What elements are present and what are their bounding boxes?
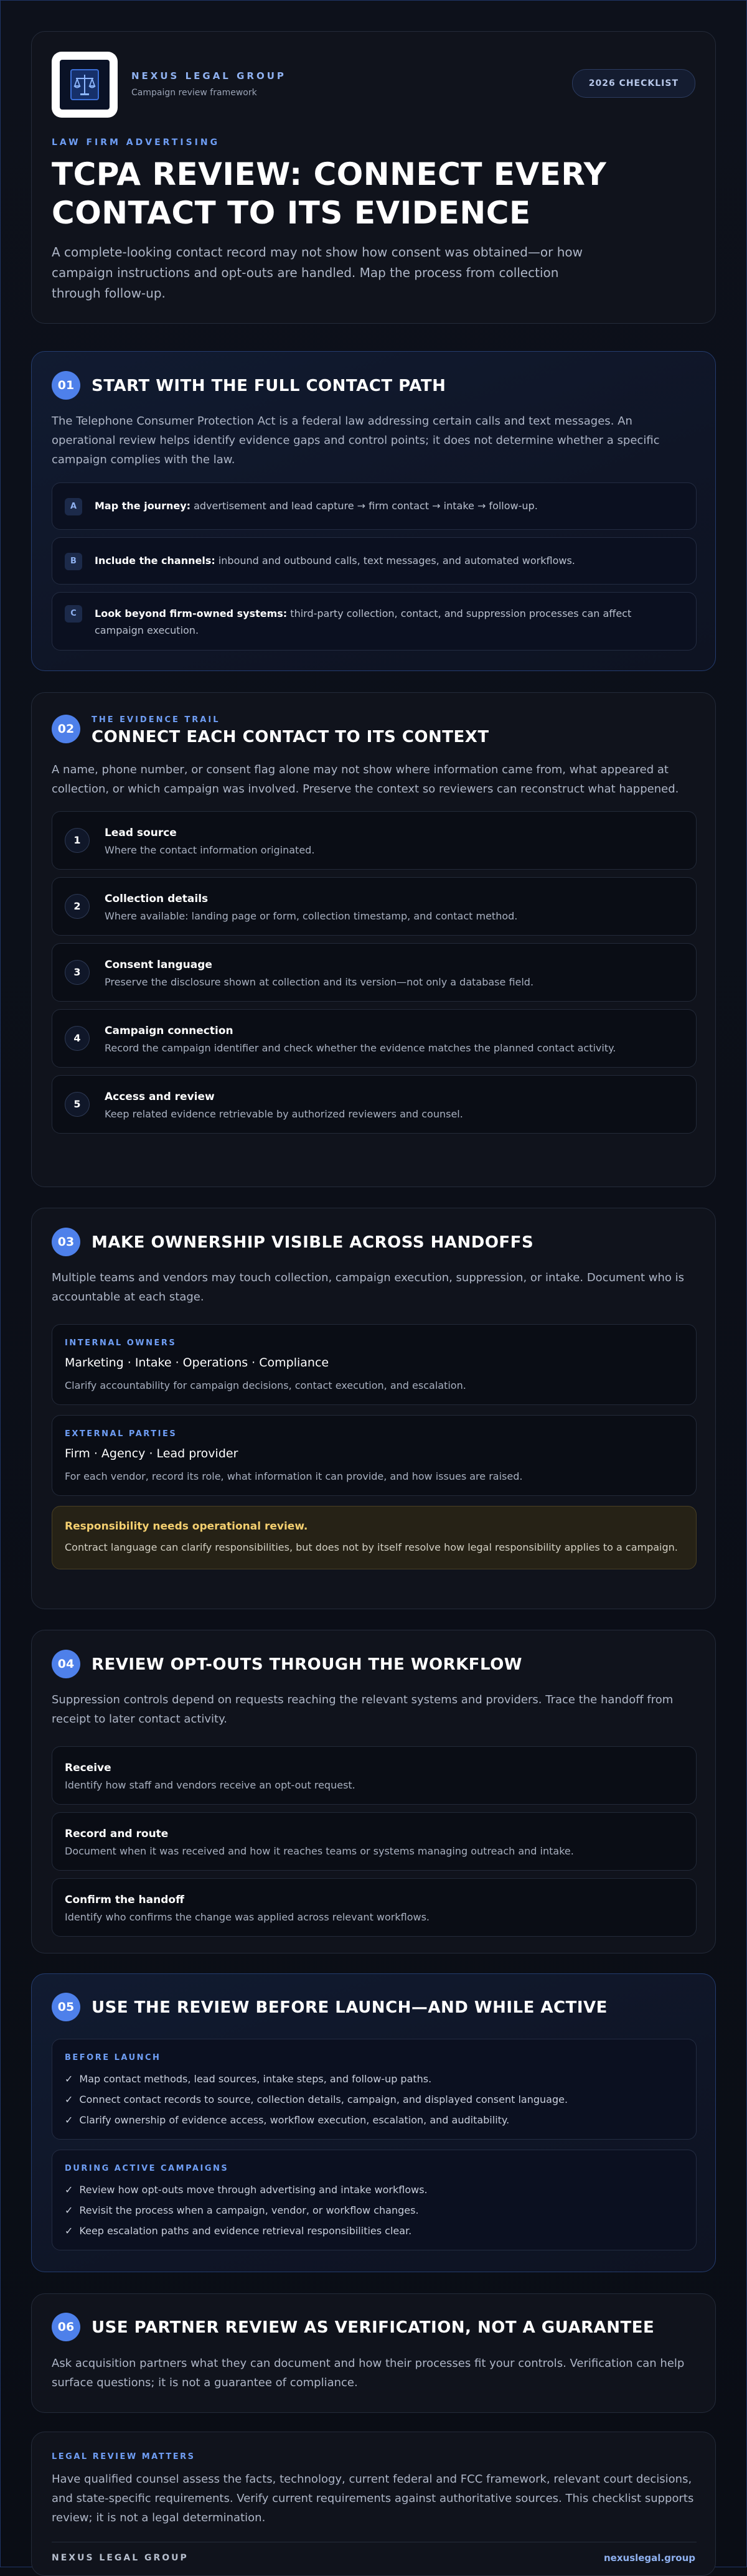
callout-text: Contract language can clarify responsibilities, but does not by itself resolve how legal responsibility applies to a campaign. — [65, 1541, 678, 1553]
check-icon: ✓ — [65, 2204, 73, 2216]
body-line: Multiple teams and vendors may touch collection, campaign execution, suppression, or intake. Document who is — [52, 1271, 685, 1284]
body-line: A name, phone number, or consent flag alone may not show where information came from, what appeared at — [52, 763, 669, 776]
body-line: campaign complies with the law. — [52, 453, 235, 466]
page-title-line: TCPA REVIEW: CONNECT EVERY — [52, 156, 607, 192]
checklist-item — [65, 2225, 411, 2237]
step-description: Preserve the disclosure shown at collection and its version—not only a database field. — [105, 976, 534, 988]
item-label: Include the channels: — [95, 555, 215, 566]
list-item — [52, 482, 697, 530]
owners-list: Marketing · Intake · Operations · Compliance — [65, 1356, 329, 1370]
checklist-text: Review how opt-outs move through advertising and intake workflows. — [79, 2184, 428, 2196]
item-letter: C — [65, 605, 82, 623]
step-number: 5 — [65, 1092, 90, 1117]
item-letter: A — [65, 498, 82, 515]
step-description: Identify who confirms the change was applied across relevant workflows. — [65, 1911, 430, 1923]
section-body — [52, 2354, 687, 2392]
item-label: Map the journey: — [95, 500, 191, 512]
section-title: USE THE REVIEW BEFORE LAUNCH—AND WHILE ACTIVE — [92, 1998, 608, 2017]
lead-line: A complete-looking contact record may not show how consent was obtained—or how — [52, 245, 583, 260]
checklist-item — [65, 2073, 431, 2085]
checklist-item — [65, 2184, 428, 2196]
lead-line: campaign instructions and opt-outs are handled. Map the process from collection — [52, 265, 559, 280]
brand-subtitle: Campaign review framework — [131, 88, 257, 98]
item-description-cont: campaign execution. — [95, 624, 199, 636]
step-title: Confirm the handoff — [65, 1894, 184, 1906]
item-label: Look beyond firm-owned systems: — [95, 608, 288, 619]
checklist-text: Keep escalation paths and evidence retrieval responsibilities clear. — [79, 2225, 412, 2237]
section-number: 03 — [52, 1228, 80, 1256]
section-05-card — [31, 1973, 716, 2272]
step-description: Keep related evidence retrievable by authorized reviewers and counsel. — [105, 1108, 463, 1120]
body-line: review; it is not a legal determination. — [52, 2511, 266, 2524]
section-body — [52, 760, 687, 799]
body-line: receipt to later contact activity. — [52, 1713, 227, 1726]
item-description: advertisement and lead capture → firm contact → intake → follow-up. — [194, 500, 538, 512]
body-line: operational review helps identify evidence gaps and control points; it does not determine whether a specific — [52, 434, 660, 447]
lead-line: through follow-up. — [52, 286, 166, 301]
item-description: third-party collection, contact, and suppression processes can affect — [290, 608, 632, 619]
section-03-card — [31, 1208, 716, 1609]
item-description: inbound and outbound calls, text messages, and automated workflows. — [218, 555, 575, 566]
check-icon: ✓ — [65, 2225, 73, 2237]
section-title: REVIEW OPT-OUTS THROUGH THE WORKFLOW — [92, 1655, 522, 1674]
box-eyebrow: BEFORE LAUNCH — [65, 2053, 161, 2062]
body-line: Suppression controls depend on requests reaching the relevant systems and providers. Trace the handoff from — [52, 1693, 674, 1706]
body-line: Have qualified counsel assess the facts, technology, current federal and FCC framework, relevant court decisions, — [52, 2473, 692, 2486]
scales-logo-icon — [60, 60, 110, 110]
step-number: 4 — [65, 1026, 90, 1051]
section-body — [52, 1690, 687, 1729]
opt-out-step — [52, 1878, 697, 1937]
step-description: Where available: landing page or form, collection timestamp, and contact method. — [105, 910, 518, 922]
evidence-step — [52, 877, 697, 936]
step-title: Collection details — [105, 893, 209, 905]
footer-card — [31, 2432, 716, 2576]
step-number: 3 — [65, 960, 90, 985]
body-line: surface questions; it is not a guarantee of compliance. — [52, 2376, 358, 2389]
step-title: Lead source — [105, 827, 177, 839]
step-title: Record and route — [65, 1828, 169, 1840]
footer-link[interactable]: nexuslegal.group — [603, 2552, 695, 2564]
body-line: accountable at each stage. — [52, 1290, 204, 1304]
footer-eyebrow: LEGAL REVIEW MATTERS — [52, 2452, 195, 2461]
checklist-text: Revisit the process when a campaign, vendor, or workflow changes. — [79, 2204, 419, 2216]
check-icon: ✓ — [65, 2094, 73, 2105]
step-description: Where the contact information originated. — [105, 844, 315, 856]
checklist-item — [65, 2114, 509, 2126]
item-text — [95, 605, 681, 639]
step-description: Record the campaign identifier and check whether the evidence matches the planned contact activity. — [105, 1042, 616, 1054]
body-line: Ask acquisition partners what they can document and how their processes fit your controls. Verification can help — [52, 2357, 685, 2370]
logo — [52, 52, 118, 118]
footer-brand: NEXUS LEGAL GROUP — [52, 2553, 189, 2563]
body-line: and state-specific requirements. Verify current requirements against authoritative sources. This checklist supports — [52, 2492, 694, 2505]
step-title: Campaign connection — [105, 1025, 233, 1037]
owners-description: For each vendor, record its role, what information it can provide, and how issues are raised. — [65, 1470, 523, 1482]
step-description: Identify how staff and vendors receive an opt-out request. — [65, 1779, 355, 1791]
checklist-text: Connect contact records to source, collection details, campaign, and displayed consent language. — [79, 2094, 568, 2105]
header-lead — [52, 242, 699, 304]
section-title: MAKE OWNERSHIP VISIBLE ACROSS HANDOFFS — [92, 1233, 534, 1252]
responsibility-callout — [52, 1506, 697, 1569]
opt-out-step — [52, 1812, 697, 1871]
item-text — [95, 497, 681, 514]
external-parties-box — [52, 1415, 697, 1496]
evidence-step — [52, 1009, 697, 1068]
step-number: 2 — [65, 894, 90, 919]
section-number: 04 — [52, 1650, 80, 1678]
check-icon: ✓ — [65, 2184, 73, 2196]
page-title — [52, 155, 699, 232]
section-title: START WITH THE FULL CONTACT PATH — [92, 377, 446, 395]
box-eyebrow: INTERNAL OWNERS — [65, 1338, 177, 1348]
owners-list: Firm · Agency · Lead provider — [65, 1447, 238, 1460]
section-number: 06 — [52, 2313, 80, 2341]
section-title: CONNECT EACH CONTACT TO ITS CONTEXT — [92, 728, 489, 746]
box-eyebrow: EXTERNAL PARTIES — [65, 1429, 177, 1439]
before-launch-box — [52, 2039, 697, 2140]
internal-owners-box — [52, 1324, 697, 1405]
section-01-card — [31, 351, 716, 671]
step-title: Access and review — [105, 1091, 215, 1103]
section-04-card — [31, 1630, 716, 1953]
checklist-badge: 2026 CHECKLIST — [572, 69, 695, 98]
checklist-item — [65, 2094, 568, 2105]
page-title-line: CONTACT TO ITS EVIDENCE — [52, 195, 531, 231]
section-body — [52, 411, 687, 469]
section-eyebrow: THE EVIDENCE TRAIL — [92, 715, 220, 725]
checklist-item — [65, 2204, 419, 2216]
section-number: 05 — [52, 1993, 80, 2021]
section-number: 01 — [52, 371, 80, 400]
owners-description: Clarify accountability for campaign decisions, contact execution, and escalation. — [65, 1380, 466, 1391]
body-line: The Telephone Consumer Protection Act is a federal law addressing certain calls and text messages. An — [52, 415, 632, 428]
header-eyebrow: LAW FIRM ADVERTISING — [52, 138, 220, 148]
check-icon: ✓ — [65, 2073, 73, 2085]
step-number: 1 — [65, 828, 90, 853]
header-card — [31, 31, 716, 324]
checklist-text: Clarify ownership of evidence access, workflow execution, escalation, and auditability. — [79, 2114, 510, 2126]
opt-out-step — [52, 1746, 697, 1805]
callout-title: Responsibility needs operational review. — [65, 1520, 308, 1533]
item-letter: B — [65, 553, 82, 570]
brand-name: NEXUS LEGAL GROUP — [131, 70, 286, 82]
section-number: 02 — [52, 715, 80, 743]
section-body — [52, 1268, 687, 1307]
section-02-card — [31, 692, 716, 1187]
evidence-step — [52, 943, 697, 1002]
section-06-card — [31, 2293, 716, 2413]
section-title: USE PARTNER REVIEW AS VERIFICATION, NOT A GUARANTEE — [92, 2318, 655, 2337]
step-title: Consent language — [105, 959, 212, 971]
item-text — [95, 552, 681, 569]
evidence-step — [52, 811, 697, 870]
evidence-step — [52, 1075, 697, 1134]
step-description: Document when it was received and how it reaches teams or systems managing outreach and intake. — [65, 1845, 574, 1857]
footer-body — [52, 2470, 699, 2527]
list-item — [52, 537, 697, 585]
list-item — [52, 592, 697, 651]
check-icon: ✓ — [65, 2114, 73, 2126]
body-line: collection, or which campaign was involved. Preserve the context so reviewers can reconstruct what happened. — [52, 783, 679, 796]
step-title: Receive — [65, 1762, 111, 1774]
during-campaigns-box — [52, 2150, 697, 2250]
box-eyebrow: DURING ACTIVE CAMPAIGNS — [65, 2164, 229, 2173]
checklist-text: Map contact methods, lead sources, intake steps, and follow-up paths. — [79, 2073, 432, 2085]
